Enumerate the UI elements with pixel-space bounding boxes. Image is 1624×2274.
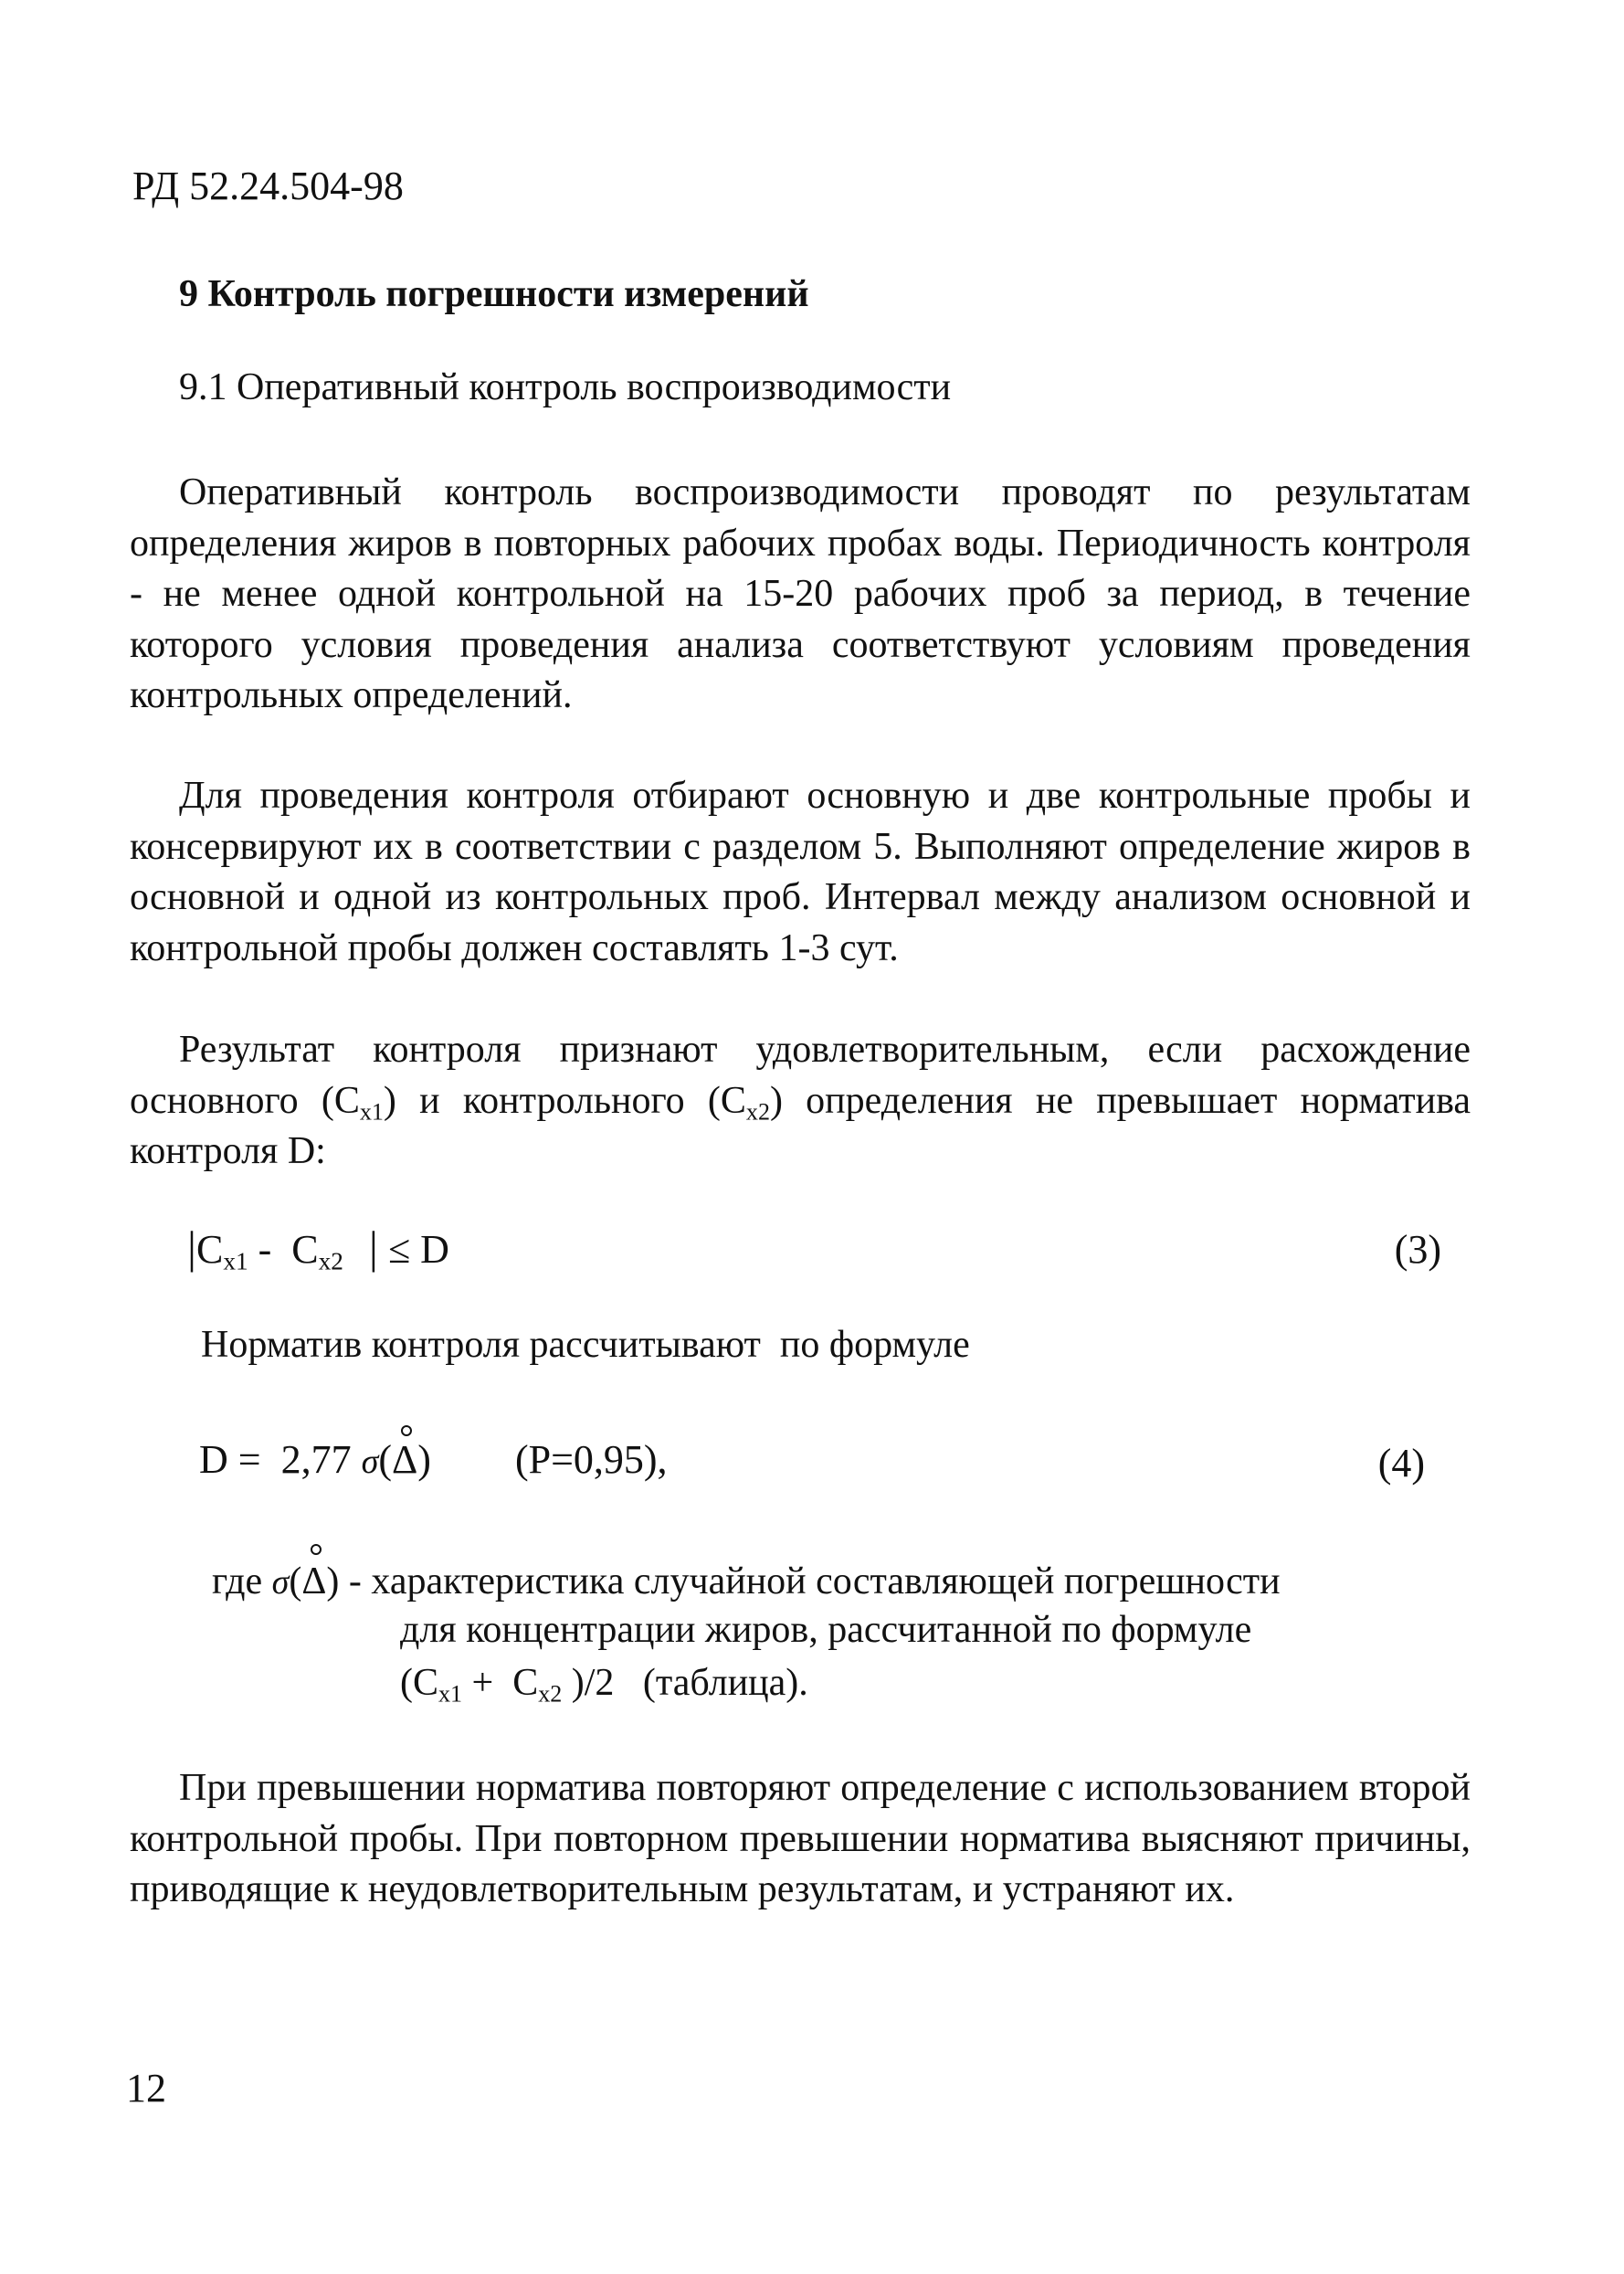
where-line-3: [400, 1661, 808, 1708]
where-line-2: для концентрации жиров, рассчитанной по формуле: [400, 1609, 1252, 1651]
equation-number-3: (3): [1394, 1227, 1441, 1272]
abs-bar-right: |: [368, 1222, 378, 1273]
paragraph-criterion-text-1: Результат контроля признают удовлетворительным, если расхождение основного (C: [130, 1029, 1471, 1122]
paragraph-sampling: [130, 771, 1471, 974]
subscript-x2: x2: [745, 1097, 770, 1125]
document-code: РД 52.24.504-98: [132, 164, 404, 208]
where-line-3-tail: )/2 (таблица).: [562, 1662, 808, 1704]
where-line-3-open: (C: [400, 1662, 438, 1704]
paragraph-criterion-text-3: ) определения не превышает норматива контроля D:: [130, 1079, 1471, 1172]
formula-4-lhs: D = 2,77: [199, 1437, 362, 1482]
paragraph-exceedance: [130, 1763, 1471, 1916]
delta-ring-symbol: Δ: [392, 1437, 418, 1482]
paragraph-sampling-text: Для проведения контроля отбирают основную и две контрольные пробы и консервируют их в соответствии с разделом 5. Выполняют определение жиров в основной и одной из контрольных проб. Интервал между анализом основной и контрольной пробы должен составлять 1-3 сут.: [130, 775, 1471, 969]
formula-3-c1: C: [196, 1227, 224, 1272]
abs-bar-left: |: [187, 1222, 197, 1273]
subsection-heading: 9.1 Оперативный контроль воспроизводимости: [179, 366, 952, 408]
formula-3-minus: -: [248, 1227, 292, 1272]
formula-4-open: (: [378, 1437, 392, 1482]
where-sigma-symbol: σ: [271, 1563, 290, 1602]
paragraph-criterion: [130, 1025, 1471, 1178]
where-sub2: x2: [538, 1680, 563, 1708]
paragraph-periodicity-text: Оперативный контроль воспроизводимости проводят по результатам определения жиров в повторных рабочих пробах воды. Периодичность контроля - не менее одной контрольной на 15-20 рабочих проб за период, в течение которого условия проведения анализа соответствуют условиям проведения контрольных определений.: [130, 471, 1471, 716]
where-definition: [212, 1555, 1281, 1609]
formula-3-c2: C: [291, 1227, 319, 1272]
where-dash-text: - характеристика случайной составляющей погрешности: [339, 1560, 1281, 1602]
formula-4-prob: (P=0,95),: [514, 1437, 668, 1482]
method-text: Норматив контроля рассчитывают по формуле: [201, 1324, 970, 1366]
formula-3-sub2: x2: [318, 1247, 343, 1275]
where-close: ): [326, 1560, 340, 1602]
where-word: где: [212, 1560, 272, 1602]
equation-number-4: (4): [1377, 1441, 1425, 1486]
paragraph-exceedance-text: При превышении норматива повторяют определение с использованием второй контрольной пробы. При повторном превышении норматива выясняют причины, приводящие к неудовлетворительным результатам, и устраняют их.: [130, 1767, 1471, 1910]
sigma-symbol: σ: [361, 1443, 379, 1481]
where-plus: + C: [462, 1662, 539, 1704]
formula-4: [199, 1436, 668, 1483]
formula-3: [187, 1221, 449, 1274]
where-delta-ring-symbol: Δ: [301, 1555, 326, 1608]
where-open: (: [289, 1560, 302, 1602]
paragraph-criterion-text-2: ) и контрольного (C: [383, 1079, 746, 1122]
formula-4-close: ): [417, 1437, 431, 1482]
formula-3-tail: ≤ D: [377, 1227, 449, 1272]
paragraph-periodicity: [130, 468, 1471, 722]
section-heading: 9 Контроль погрешности измерений: [179, 273, 809, 315]
subscript-x1: x1: [359, 1097, 384, 1125]
page-number: 12: [126, 2066, 166, 2110]
formula-3-sub1: x1: [223, 1247, 248, 1275]
where-sub1: x1: [438, 1680, 463, 1708]
